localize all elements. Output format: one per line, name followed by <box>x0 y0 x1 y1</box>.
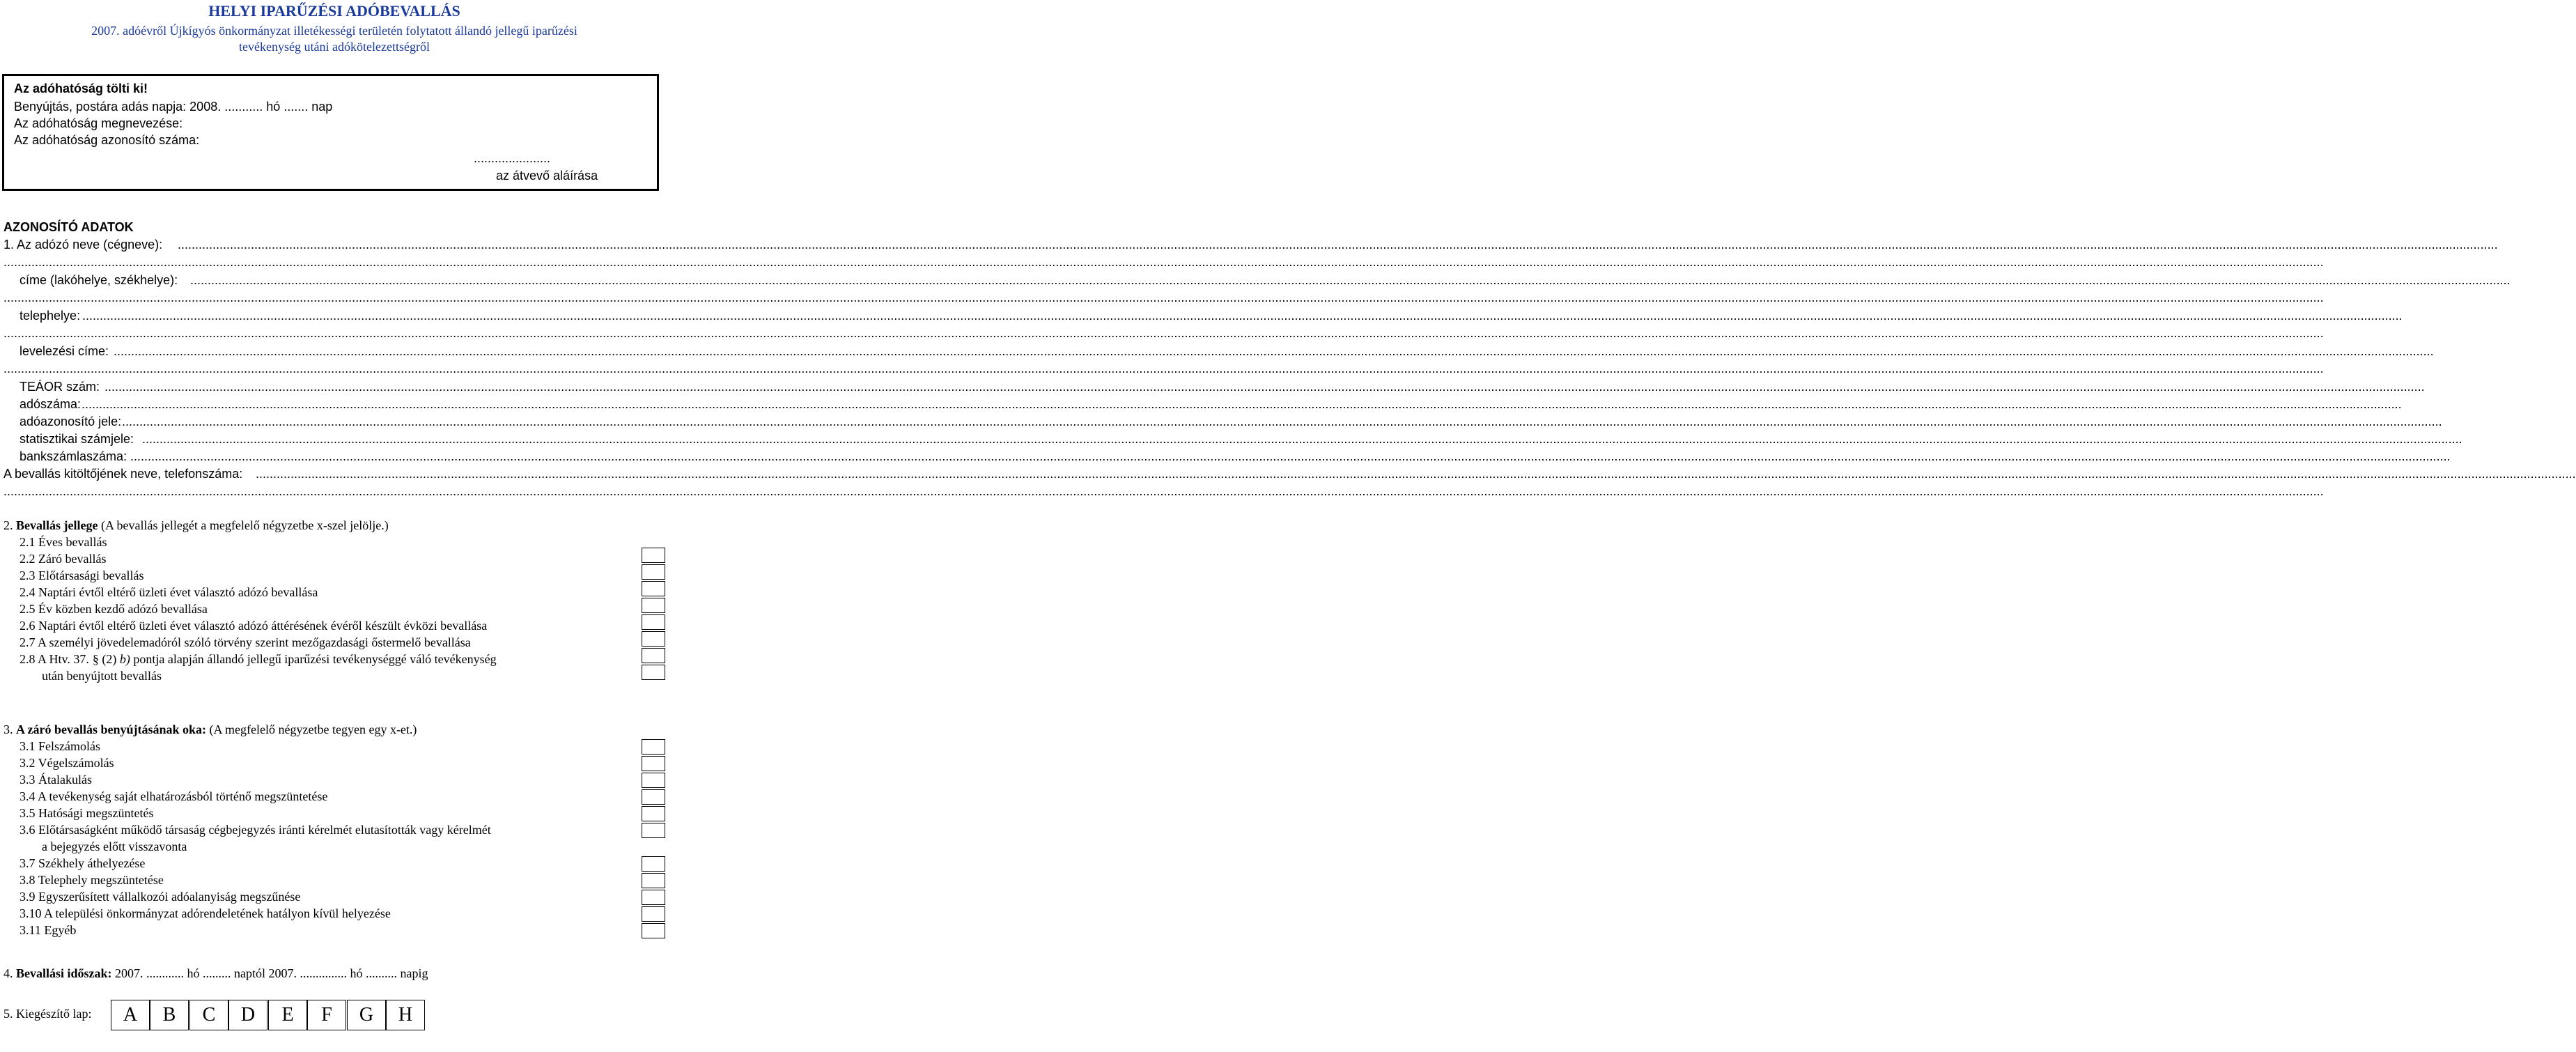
checkbox-3-8[interactable] <box>642 873 665 888</box>
section-2-item-8-part: (2) <box>98 652 117 666</box>
section-3-item: 3.10 A települési önkormányzat adórendeletének hatályon kívül helyezése <box>20 906 391 920</box>
taxpayer-name-field-line-2[interactable]: .......................................................................................................................................................................................................................................................................................................................................................................................................................................................................................................................................................................................................................................................................................... <box>3 255 2324 269</box>
checkbox-3-9[interactable] <box>642 890 665 905</box>
supplement-box-d[interactable]: D <box>228 1000 267 1030</box>
filler-name-phone-field[interactable]: .......................................................................................................................................................................................................................................................................................................................................................................................................................................................................................................................................................................................................................................................................................... <box>256 467 2576 481</box>
checkbox-2-1[interactable] <box>642 548 665 563</box>
checkbox-3-5[interactable] <box>642 806 665 821</box>
section-2-item: 2.4 Naptári évtől eltérő üzleti évet választó adózó bevallása <box>20 585 318 599</box>
section-3-item: 3.2 Végelszámolás <box>20 756 114 770</box>
section-3-item: 3.8 Telephely megszüntetése <box>20 873 164 887</box>
signature-dots[interactable]: ...................... <box>474 151 551 165</box>
section-4-number: 4. <box>3 966 13 980</box>
teaor-label: TEÁOR szám: <box>20 380 100 394</box>
supplement-label: 5. Kiegészítő lap: <box>3 1007 92 1021</box>
address-field[interactable]: .......................................................................................................................................................................................................................................................................................................................................................................................................................................................................................................................................................................................................................................................................................... <box>190 273 2511 287</box>
checkbox-3-3[interactable] <box>642 773 665 788</box>
statistical-number-field[interactable]: .......................................................................................................................................................................................................................................................................................................................................................................................................................................................................................................................................................................................................................................................................................... <box>142 432 2462 446</box>
section-2-number: 2. <box>3 518 13 532</box>
authority-name-label: Az adóhatóság megnevezése: <box>14 116 183 130</box>
section-2-item: 2.5 Év közben kezdő adózó bevallása <box>20 602 208 616</box>
section-3-item: 3.3 Átalakulás <box>20 773 92 787</box>
section-2-heading <box>3 518 389 533</box>
section-3-item: 3.4 A tevékenység saját elhatározásból történő megszüntetése <box>20 789 328 803</box>
form-title: HELYI IPARŰZÉSI ADÓBEVALLÁS <box>208 2 460 20</box>
section-3-item-continuation: a bejegyzés előtt visszavonta <box>42 840 187 853</box>
section-2-item: 2.1 Éves bevallás <box>20 535 107 549</box>
section-3-item: 3.6 Előtársaságként működő társaság cégbejegyzés iránti kérelmét elutasították vagy kérelmét <box>20 823 491 837</box>
supplement-box-g[interactable]: G <box>347 1000 386 1030</box>
mailing-address-field-line-2[interactable]: .......................................................................................................................................................................................................................................................................................................................................................................................................................................................................................................................................................................................................................................................................................... <box>3 362 2324 376</box>
section-2-item-8-line-2: után benyújtott bevallás <box>42 669 162 683</box>
checkbox-2-7[interactable] <box>642 648 665 663</box>
site-field[interactable]: .......................................................................................................................................................................................................................................................................................................................................................................................................................................................................................................................................................................................................................................................................................... <box>82 309 2403 323</box>
site-field-line-2[interactable]: .......................................................................................................................................................................................................................................................................................................................................................................................................................................................................................................................................................................................................................................................................................... <box>3 326 2324 340</box>
statistical-number-label: statisztikai számjele: <box>20 432 134 446</box>
section-4-line[interactable] <box>3 966 428 981</box>
checkbox-2-6[interactable] <box>642 631 665 647</box>
form-subtitle-line-2: tevékenység utáni adókötelezettségről <box>239 40 430 54</box>
section-3-item: 3.7 Székhely áthelyezése <box>20 856 146 870</box>
section-3-instruction: (A megfelelő négyzetbe tegyen egy x-et.) <box>209 722 417 736</box>
section-3-item: 3.11 Egyéb <box>20 923 77 937</box>
section-2-title: Bevallás jellege <box>16 518 98 532</box>
section-3-item: 3.5 Hatósági megszüntetés <box>20 806 154 820</box>
taxpayer-name-label: 1. Az adózó neve (cégneve): <box>3 238 163 252</box>
taxpayer-name-field[interactable]: .......................................................................................................................................................................................................................................................................................................................................................................................................................................................................................................................................................................................................................................................................................... <box>178 238 2498 252</box>
address-field-line-2[interactable]: .......................................................................................................................................................................................................................................................................................................................................................................................................................................................................................................................................................................................................................................................................................... <box>3 291 2324 304</box>
section-2-item-8 <box>20 652 497 667</box>
checkbox-2-8[interactable] <box>642 665 665 680</box>
supplement-box-b[interactable]: B <box>150 1000 189 1030</box>
submission-date-line[interactable]: Benyújtás, postára adás napja: 2008. ........... hó ....... nap <box>14 100 333 114</box>
section-2-item: 2.3 Előtársasági bevallás <box>20 568 144 582</box>
tax-number-field[interactable]: .......................................................................................................................................................................................................................................................................................................................................................................................................................................................................................................................................................................................................................................................................................... <box>82 397 2402 411</box>
checkbox-3-11[interactable] <box>642 923 665 938</box>
identification-heading: AZONOSÍTÓ ADATOK <box>3 220 134 234</box>
filler-name-phone-label: A bevallás kitöltőjének neve, telefonszáma: <box>3 467 243 481</box>
signature-label: az átvevő aláírása <box>496 169 598 183</box>
section-2-instruction: (A bevallás jellegét a megfelelő négyzetbe x-szel jelölje.) <box>100 518 389 532</box>
checkbox-2-4[interactable] <box>642 598 665 613</box>
mailing-address-field[interactable]: .......................................................................................................................................................................................................................................................................................................................................................................................................................................................................................................................................................................................................................................................................................... <box>114 344 2434 358</box>
checkbox-3-7[interactable] <box>642 856 665 872</box>
filler-name-phone-field-line-2[interactable]: .......................................................................................................................................................................................................................................................................................................................................................................................................................................................................................................................................................................................................................................................................................... <box>3 484 2324 498</box>
section-3-heading <box>3 722 417 737</box>
supplement-box-f[interactable]: F <box>307 1000 346 1030</box>
bank-account-label: bankszámlaszáma: <box>20 449 127 463</box>
section-3-item: 3.1 Felszámolás <box>20 739 100 753</box>
checkbox-2-3[interactable] <box>642 581 665 596</box>
supplement-box-c[interactable]: C <box>189 1000 228 1030</box>
tax-number-label: adószáma: <box>20 397 82 411</box>
section-3-title: A záró bevallás benyújtásának oka: <box>16 722 207 736</box>
checkbox-3-10[interactable] <box>642 906 665 922</box>
paragraph-sign: § <box>92 652 99 666</box>
bank-account-field[interactable]: .......................................................................................................................................................................................................................................................................................................................................................................................................................................................................................................................................................................................................................................................................................... <box>130 449 2451 463</box>
address-label: címe (lakóhelye, székhelye): <box>20 273 178 287</box>
checkbox-3-2[interactable] <box>642 756 665 771</box>
mailing-address-label: levelezési címe: <box>20 344 109 358</box>
checkbox-2-2[interactable] <box>642 564 665 580</box>
section-2-item-8-part: pontja alapján állandó jellegű iparűzési tevékenységgé váló tevékenység <box>133 652 497 666</box>
section-2-item-8-point: b) <box>119 652 130 666</box>
checkbox-2-5[interactable] <box>642 614 665 630</box>
checkbox-3-4[interactable] <box>642 789 665 805</box>
checkbox-3-6[interactable] <box>642 823 665 838</box>
section-3-number: 3. <box>3 722 13 736</box>
section-2-item: 2.7 A személyi jövedelemadóról szóló törvény szerint mezőgazdasági őstermelő bevallása <box>20 635 471 649</box>
section-4-period[interactable]: 2007. ............ hó ......... naptól 2007. ............... hó .......... napig <box>115 966 428 980</box>
authority-id-label: Az adóhatóság azonosító száma: <box>14 133 200 147</box>
section-2-item: 2.2 Záró bevallás <box>20 552 107 566</box>
checkbox-3-1[interactable] <box>642 739 665 755</box>
form-subtitle-line-1: 2007. adóévről Újkígyós önkormányzat illetékességi területén folytatott állandó jellegű iparűzési <box>91 24 577 38</box>
teaor-field[interactable]: .......................................................................................................................................................................................................................................................................................................................................................................................................................................................................................................................................................................................................................................................................................... <box>104 380 2425 394</box>
tax-id-field[interactable]: .......................................................................................................................................................................................................................................................................................................................................................................................................................................................................................................................................................................................................................................................................................... <box>122 415 2442 428</box>
tax-id-label: adóazonosító jele: <box>20 415 122 428</box>
supplement-box-e[interactable]: E <box>268 1000 307 1030</box>
site-label: telephelye: <box>20 309 81 323</box>
supplement-box-h[interactable]: H <box>386 1000 425 1030</box>
supplement-box-a[interactable]: A <box>111 1000 150 1030</box>
authority-box-heading: Az adóhatóság tölti ki! <box>14 82 148 95</box>
section-2-item-8-part: 2.8 A Htv. 37. <box>20 652 89 666</box>
section-2-item: 2.6 Naptári évtől eltérő üzleti évet választó adózó áttérésének évéről készült évközi bevallása <box>20 619 488 633</box>
section-3-item: 3.9 Egyszerűsített vállalkozói adóalanyiság megszűnése <box>20 890 301 904</box>
section-4-title: Bevallási időszak: <box>16 966 112 980</box>
